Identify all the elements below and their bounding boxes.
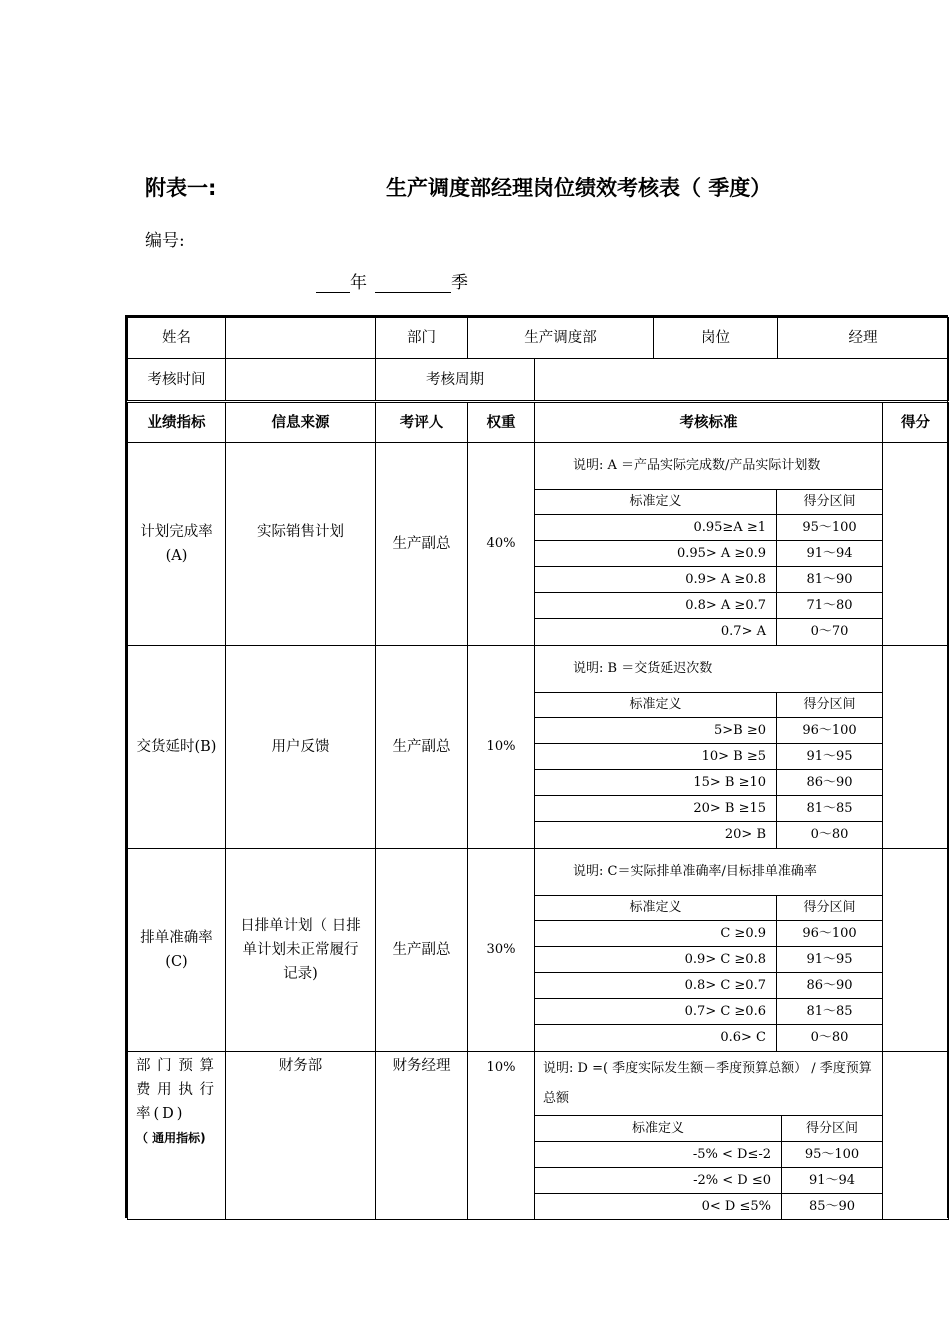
kpi-d-def: 0< D ≤5% [534, 1193, 782, 1220]
col-standard: 考核标准 [534, 402, 883, 443]
kpi-c-note: 说明: C＝实际排单准确率/目标排单准确率 [534, 848, 883, 896]
kpi-c-range: 81～85 [776, 998, 883, 1025]
col-source: 信息来源 [225, 402, 376, 443]
kpi-b-note: 说明: B ＝交货延迟次数 [534, 645, 883, 693]
serial-label: 编号: [145, 231, 185, 251]
quarter-label: 季 [451, 273, 468, 293]
time-value[interactable] [225, 358, 376, 401]
kpi-d-range: 91～94 [781, 1167, 883, 1194]
dept-label: 部门 [375, 317, 468, 359]
kpi-a-range-header: 得分区间 [776, 489, 883, 515]
kpi-b-range: 91～95 [776, 743, 883, 770]
kpi-d-range: 95～100 [781, 1141, 883, 1168]
kpi-d-def-header: 标准定义 [534, 1115, 782, 1142]
kpi-c-range-header: 得分区间 [776, 895, 883, 921]
time-label: 考核时间 [127, 358, 226, 401]
kpi-a-score[interactable] [882, 442, 949, 646]
kpi-a-weight: 40% [467, 442, 535, 646]
kpi-d-name-sub: （ 通用指标) [136, 1131, 206, 1145]
kpi-d-range-header: 得分区间 [781, 1115, 883, 1142]
kpi-c-def: 0.9> C ≥0.8 [534, 946, 777, 973]
kpi-c-def: 0.8> C ≥0.7 [534, 972, 777, 999]
kpi-a-def-header: 标准定义 [534, 489, 777, 515]
kpi-d-weight: 10% [467, 1051, 535, 1220]
kpi-a-def: 0.8> A ≥0.7 [534, 592, 777, 619]
kpi-d-range: 85～90 [781, 1193, 883, 1220]
kpi-c-def-header: 标准定义 [534, 895, 777, 921]
kpi-c-range: 96～100 [776, 920, 883, 947]
post-value: 经理 [777, 317, 949, 359]
kpi-c-evaluator: 生产副总 [375, 848, 468, 1052]
kpi-b-range-header: 得分区间 [776, 692, 883, 718]
kpi-c-score[interactable] [882, 848, 949, 1052]
kpi-d-name: 部门预算费用执行率(D) [136, 1058, 217, 1122]
kpi-d-source: 财务部 [225, 1051, 376, 1220]
assessment-table [125, 315, 948, 1218]
kpi-c-def: 0.7> C ≥0.6 [534, 998, 777, 1025]
kpi-a-def: 0.95≥A ≥1 [534, 514, 777, 541]
kpi-d-def: -5% < D≤-2 [534, 1141, 782, 1168]
col-score: 得分 [882, 402, 949, 443]
kpi-d-score[interactable] [882, 1051, 949, 1220]
kpi-a-def: 0.95> A ≥0.9 [534, 540, 777, 567]
kpi-b-weight: 10% [467, 645, 535, 849]
year-blank[interactable] [316, 276, 350, 293]
kpi-b-def: 20> B ≥15 [534, 795, 777, 822]
kpi-a-name: 计划完成率(A) [127, 442, 226, 646]
kpi-a-range: 71～80 [776, 592, 883, 619]
kpi-b-score[interactable] [882, 645, 949, 849]
kpi-a-range: 95～100 [776, 514, 883, 541]
kpi-a-def: 0.9> A ≥0.8 [534, 566, 777, 593]
kpi-c-source: 日排单计划（ 日排单计划未正常履行记录) [225, 848, 376, 1052]
kpi-c-def: 0.6> C [534, 1024, 777, 1052]
kpi-c-range: 86～90 [776, 972, 883, 999]
kpi-b-range: 81～85 [776, 795, 883, 822]
kpi-b-range: 86～90 [776, 769, 883, 796]
kpi-a-range: 91～94 [776, 540, 883, 567]
kpi-c-range: 91～95 [776, 946, 883, 973]
kpi-b-source: 用户反馈 [225, 645, 376, 849]
col-evaluator: 考评人 [375, 402, 468, 443]
kpi-a-source: 实际销售计划 [225, 442, 376, 646]
kpi-c-def: C ≥0.9 [534, 920, 777, 947]
kpi-a-range: 81～90 [776, 566, 883, 593]
kpi-b-def: 5>B ≥0 [534, 717, 777, 744]
kpi-b-range: 0～80 [776, 821, 883, 849]
appendix-label: 附表一: [145, 176, 217, 200]
kpi-b-name: 交货延时(B) [127, 645, 226, 849]
year-label: 年 [350, 273, 367, 293]
kpi-a-note: 说明: A ＝产品实际完成数/产品实际计划数 [534, 442, 883, 490]
kpi-b-def: 15> B ≥10 [534, 769, 777, 796]
kpi-d-name-cell [127, 1051, 226, 1220]
kpi-a-def: 0.7> A [534, 618, 777, 646]
kpi-c-range: 0～80 [776, 1024, 883, 1052]
kpi-c-name: 排单准确率(C) [127, 848, 226, 1052]
kpi-d-def: -2% < D ≤0 [534, 1167, 782, 1194]
col-indicator: 业绩指标 [127, 402, 226, 443]
col-weight: 权重 [467, 402, 535, 443]
kpi-b-evaluator: 生产副总 [375, 645, 468, 849]
page-title: 生产调度部经理岗位绩效考核表（ 季度） [386, 176, 772, 200]
kpi-d-note: 说明: D =( 季度实际发生额－季度预算总额） / 季度预算总额 [534, 1051, 883, 1116]
quarter-blank[interactable] [375, 276, 451, 293]
name-value[interactable] [225, 317, 376, 359]
kpi-b-range: 96～100 [776, 717, 883, 744]
post-label: 岗位 [653, 317, 778, 359]
cycle-value[interactable] [534, 358, 949, 401]
kpi-a-evaluator: 生产副总 [375, 442, 468, 646]
name-label: 姓名 [127, 317, 226, 359]
kpi-d-evaluator: 财务经理 [375, 1051, 468, 1220]
dept-value: 生产调度部 [467, 317, 654, 359]
kpi-b-def-header: 标准定义 [534, 692, 777, 718]
kpi-a-range: 0～70 [776, 618, 883, 646]
kpi-b-def: 10> B ≥5 [534, 743, 777, 770]
cycle-label: 考核周期 [375, 358, 535, 401]
kpi-c-weight: 30% [467, 848, 535, 1052]
period-line [316, 268, 468, 293]
kpi-b-def: 20> B [534, 821, 777, 849]
